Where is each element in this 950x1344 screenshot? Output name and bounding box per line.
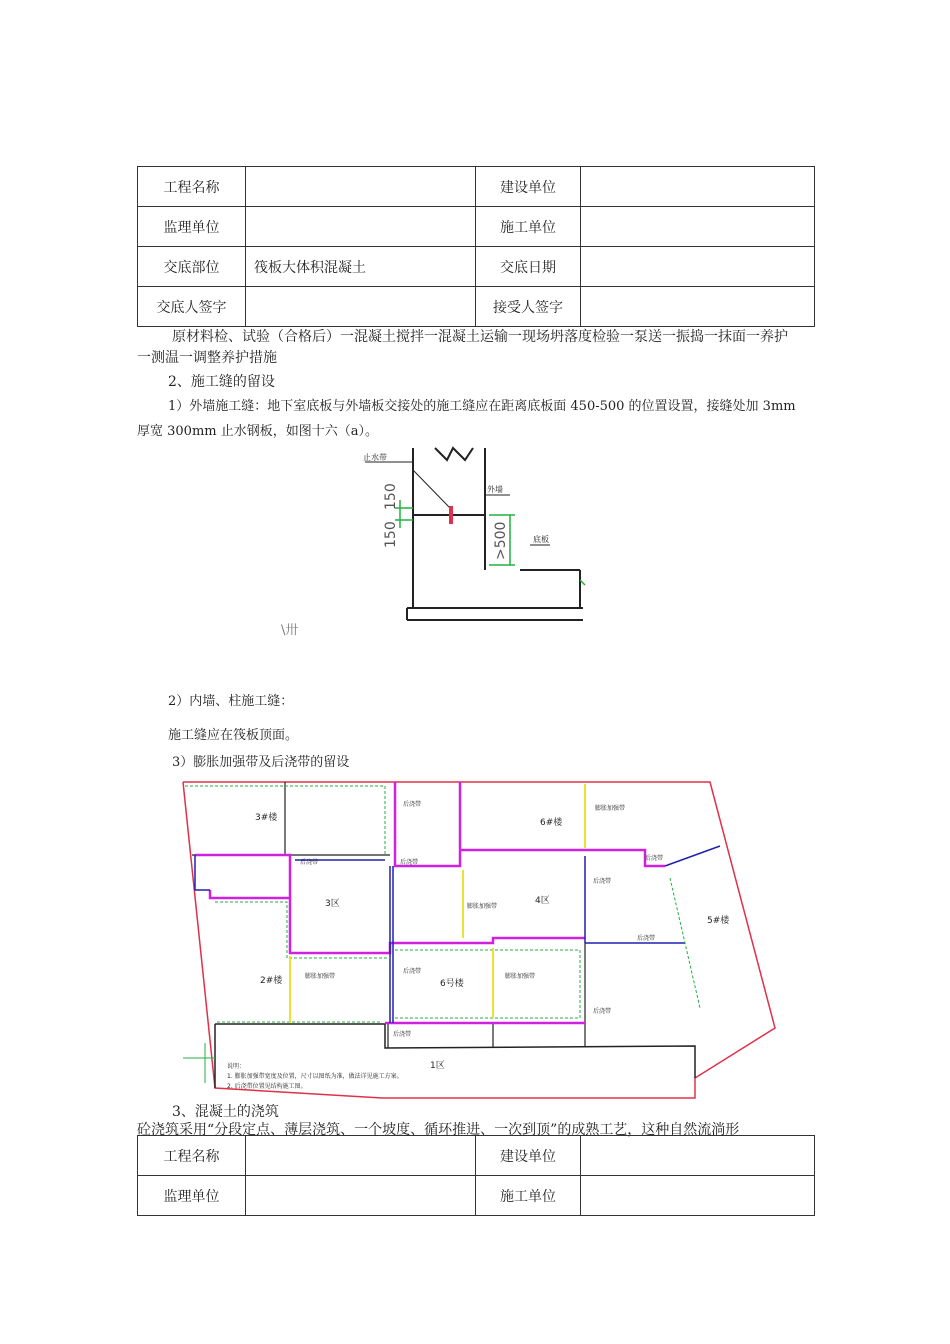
section-2-heading: 2、施工缝的留设 — [168, 374, 275, 390]
value-cell — [581, 287, 815, 327]
zone-label: 3#楼 — [255, 813, 278, 823]
label-cell: 建设单位 — [476, 167, 581, 207]
value-cell — [581, 1136, 815, 1176]
site-boundary — [183, 782, 775, 1098]
value-cell — [246, 207, 476, 247]
band-tag: 膨胀加强带 — [595, 805, 626, 812]
note-line: 2. 后浇带位置见结构施工图。 — [227, 1083, 307, 1090]
zone-label: 6号楼 — [440, 979, 464, 989]
table-row — [138, 1176, 815, 1216]
header-table — [137, 166, 815, 327]
band-tag: 膨胀加强带 — [467, 903, 498, 910]
section-2-3-heading: 3）膨胀加强带及后浇带的留设 — [172, 755, 350, 770]
value-cell — [581, 207, 815, 247]
table-row — [138, 1136, 815, 1176]
section-3-heading: 3、混凝土的浇筑 — [172, 1104, 279, 1120]
band-tag: 后浇带 — [393, 1031, 412, 1038]
label-cell: 工程名称 — [138, 1136, 246, 1176]
value-cell — [581, 167, 815, 207]
value-cell — [246, 1136, 476, 1176]
value-cell — [581, 1176, 815, 1216]
band-tag: 后浇带 — [593, 1008, 612, 1015]
label-cell: 交底日期 — [476, 247, 581, 287]
band-tag: 膨胀加强带 — [505, 973, 536, 980]
label-cell: 施工单位 — [476, 1176, 581, 1216]
label-cell: 监理单位 — [138, 1176, 246, 1216]
value-cell — [581, 247, 815, 287]
dim-150-b: 150 — [383, 483, 399, 510]
flow-line-2: 一测温一调整养护措施 — [137, 350, 277, 366]
zone-label: 5#楼 — [707, 916, 730, 926]
label-cell: 监理单位 — [138, 207, 246, 247]
figure-caption: \卅 — [281, 623, 299, 638]
zone-label: 4区 — [535, 896, 550, 906]
wall-label: 外墙 — [487, 485, 503, 494]
band-tag: 后浇带 — [400, 859, 419, 866]
table-row — [138, 167, 815, 207]
band-tag: 膨胀加强带 — [305, 973, 336, 980]
value-cell — [246, 1176, 476, 1216]
notes-title: 说明： — [227, 1063, 246, 1070]
flow-line-1: 原材料检、试验（合格后）一混凝土搅拌一混凝土运输一现场坍落度检验一泵送一振捣一抹面一养护 — [172, 329, 788, 345]
value-cell: 筏板大体积混凝土 — [246, 247, 476, 287]
section-2-2-body: 施工缝应在筏板顶面。 — [168, 728, 299, 743]
section-2-1-line-a: 1）外墙施工缝：地下室底板与外墙板交接处的施工缝应在距离底板面 450-500 的位置设置，接缝处加 3mm — [168, 399, 796, 414]
table-row — [138, 287, 815, 327]
construction-joint-detail — [355, 440, 595, 625]
band-tag: 后浇带 — [403, 968, 422, 975]
label-cell: 接受人签字 — [476, 287, 581, 327]
table-row — [138, 247, 815, 287]
band-tag: 后浇带 — [645, 855, 664, 862]
dim-500: >500 — [493, 521, 509, 560]
dim-150-a: 150 — [383, 521, 399, 548]
label-cell: 交底人签字 — [138, 287, 246, 327]
zone-label: 3区 — [325, 899, 340, 909]
zone-label: 2#楼 — [260, 976, 283, 986]
value-cell — [246, 287, 476, 327]
zone-label: 1区 — [430, 1061, 445, 1071]
band-tag: 后浇带 — [300, 859, 319, 866]
band-tag: 后浇带 — [637, 935, 656, 942]
header-table-2 — [137, 1135, 815, 1216]
expansion-band-plan — [175, 778, 785, 1103]
section-2-1-line-b: 厚宽 300mm 止水钢板，如图十六（a）。 — [137, 424, 378, 439]
label-cell: 工程名称 — [138, 167, 246, 207]
band-tag: 后浇带 — [403, 801, 422, 808]
label-cell: 施工单位 — [476, 207, 581, 247]
zone-label: 6#楼 — [540, 818, 563, 828]
label-cell: 建设单位 — [476, 1136, 581, 1176]
label-cell: 交底部位 — [138, 247, 246, 287]
note-line: 1. 膨胀加强带宽度及位置，尺寸以图纸为准，做法详见施工方案。 — [227, 1073, 403, 1080]
value-cell — [246, 167, 476, 207]
band-tag: 后浇带 — [593, 878, 612, 885]
slab-label: 底板 — [533, 535, 549, 544]
waterstop-label: 止水带 — [363, 453, 387, 462]
section-3-body: 砼浇筑采用“分段定点、薄层浇筑、一个坡度、循环推进、一次到顶”的成熟工艺，这种自然流淌形 — [137, 1122, 740, 1138]
table-row — [138, 207, 815, 247]
waterstop-plate — [449, 506, 453, 524]
section-2-2-heading: 2）内墙、柱施工缝： — [168, 694, 294, 709]
